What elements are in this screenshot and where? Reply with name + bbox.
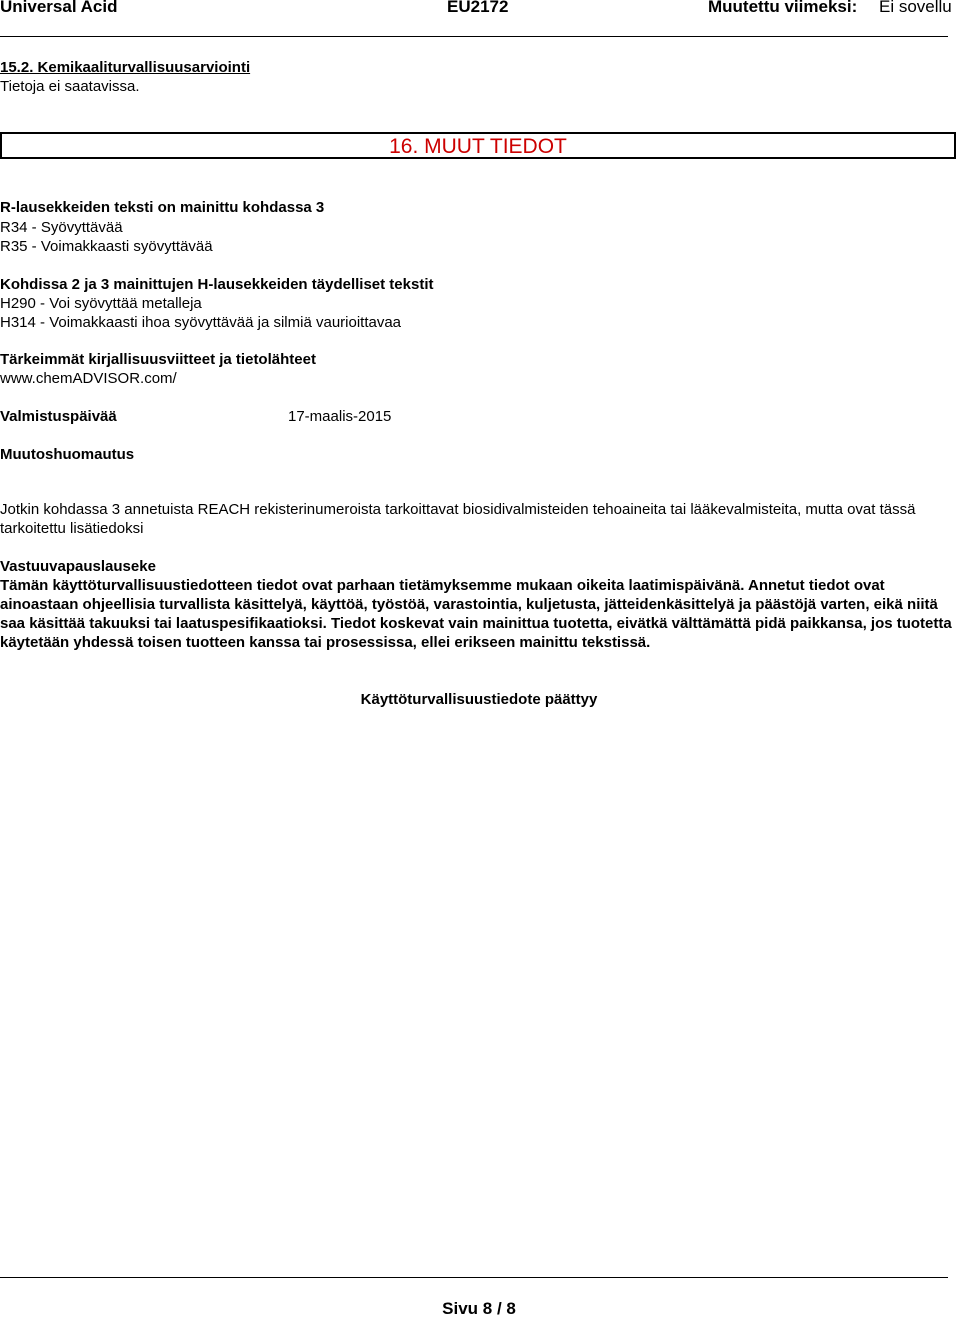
header-revised-value: Ei sovellu	[879, 0, 952, 16]
footer-divider	[0, 1277, 948, 1278]
header-product-name: Universal Acid	[0, 0, 118, 16]
revision-note-label: Muutoshuomautus	[0, 446, 135, 463]
r-phrases-heading: R-lausekkeiden teksti on mainittu kohdassa 3	[0, 199, 325, 216]
page-number: Sivu 8 / 8	[442, 1299, 516, 1318]
section-15-2-text: Tietoja ei saatavissa.	[0, 78, 140, 95]
prepared-date-value: 17-maalis-2015	[288, 408, 392, 425]
disclaimer-heading: Vastuuvapauslauseke	[0, 558, 156, 575]
r-phrase-item: R34 - Syövyttävää	[0, 219, 123, 236]
revision-note-text: Jotkin kohdassa 3 annetuista REACH rekisterinumeroista tarkoittavat biosidivalmisteiden tehoaineita tai lääkevalmisteita, mutta ovat tässä tarkoitettu lisätiedoksi	[0, 501, 916, 537]
references-link[interactable]: www.chemADVISOR.com/	[0, 370, 177, 387]
h-phrase-item: H314 - Voimakkaasti ihoa syövyttävää ja silmiä vaurioittavaa	[0, 314, 402, 331]
references-heading: Tärkeimmät kirjallisuusviitteet ja tietolähteet	[0, 351, 316, 368]
r-phrase-item: R35 - Voimakkaasti syövyttävää	[0, 238, 213, 255]
h-phrase-item: H290 - Voi syövyttää metalleja	[0, 295, 202, 312]
section-16-title: 16. MUUT TIEDOT	[389, 135, 567, 158]
end-note: Käyttöturvallisuustiedote päättyy	[360, 691, 598, 708]
h-phrases-heading: Kohdissa 2 ja 3 mainittujen H-lausekkeiden täydelliset tekstit	[0, 276, 434, 293]
header-product-code: EU2172	[447, 0, 509, 16]
disclaimer-text: Tämän käyttöturvallisuustiedotteen tiedot ovat parhaan tietämyksemme mukaan oikeita laatimispäivänä. Annetut tiedot ovat ainoastaan ohjeellisia turvallista käsittelyä, käyttöä, työstöä, varastointia, kuljetusta, jätteidenkäsittelyä ja päästöjä varten, eikä niitä saa käsittää takuuksi tai laatuspesifikaatioksi. Tiedot koskevat vain mainittua tuotetta, eivätkä välttämättä pidä paikkansa, jos tuotetta käytetään yhdessä toisen tuotteen kanssa tai prosessissa, ellei erikseen mainittu tekstissä.	[0, 577, 952, 651]
header-divider	[0, 36, 948, 37]
header-revised-label: Muutettu viimeksi:	[708, 0, 858, 16]
prepared-date-label: Valmistuspäivää	[0, 408, 117, 425]
section-15-2-title: 15.2. Kemikaaliturvallisuusarviointi	[0, 59, 251, 76]
section-16-header	[0, 132, 956, 159]
